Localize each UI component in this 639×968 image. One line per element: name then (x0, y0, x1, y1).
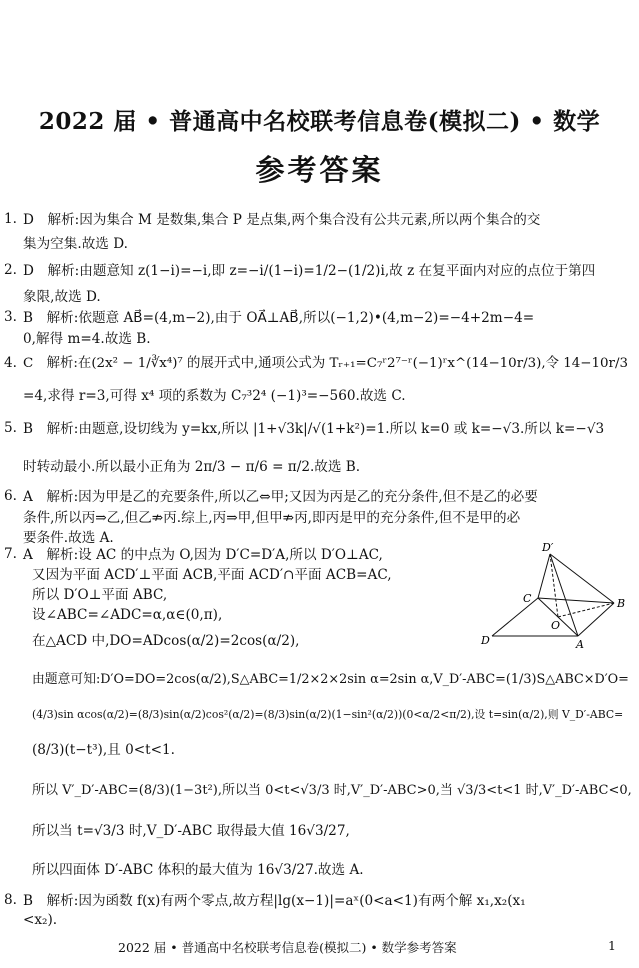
edge-dprime-b (550, 554, 614, 603)
answer-line: 时转动最小.所以最小正角为 2π/3 − π/6 = π/2.故选 B. (23, 459, 361, 475)
answer-number: 4. (4, 355, 17, 371)
answer-line: B 解析:由题意,设切线为 y=kx,所以 |1+√3k|/√(1+k²)=1.所以 k=0 或 k=−√3.所以 k=−√3 (23, 421, 605, 437)
answer-line: D 解析:因为集合 M 是数集,集合 P 是点集,两个集合没有公共元素,所以两个集合的交 (23, 212, 541, 228)
answer-number: 7. (4, 546, 17, 562)
answer-line: <x₂). (23, 912, 58, 928)
label-o: O (551, 619, 561, 632)
answer-line: =4,求得 r=3,可得 x⁴ 项的系数为 C₇³2⁴ (−1)³=−560.故选 C. (23, 388, 406, 404)
segment-ob (558, 603, 614, 617)
answer-line: 设∠ABC=∠ADC=α,α∈(0,π), (32, 607, 223, 623)
answer-line: 所以 D′O⊥平面 ABC, (32, 587, 168, 603)
answer-line: (8/3)(t−t³),且 0<t<1. (32, 742, 175, 758)
answer-number: 2. (4, 262, 17, 278)
answer-number: 3. (4, 309, 17, 325)
answer-line: 0,解得 m=4.故选 B. (23, 331, 151, 347)
edge-ab (578, 603, 614, 636)
label-dprime: D′ (542, 541, 554, 554)
edge-dprime-c (538, 554, 550, 598)
answer-line: B 解析:因为函数 f(x)有两个零点,故方程|lg(x−1)|=aˣ(0<a<1)有两个解 x₁,x₂(x₁ (23, 893, 526, 909)
answer-number: 5. (4, 420, 17, 436)
answer-line: 所以当 t=√3/3 时,V_D′-ABC 取得最大值 16√3/27, (32, 823, 350, 839)
document-title: 2022 届 • 普通高中名校联考信息卷(模拟二) • 数学 (38, 108, 601, 135)
label-b: B (617, 597, 626, 610)
page-number: 1 (608, 938, 616, 953)
answer-line: 要条件.故选 A. (23, 530, 114, 546)
answer-line: A 解析:设 AC 的中点为 O,因为 D′C=D′A,所以 D′O⊥AC, (23, 547, 383, 563)
answer-line: 由题意可知:D′O=DO=2cos(α/2),S△ABC=1/2×2×2sin α=2sin α,V_D′-ABC=(1/3)S△ABC×D′O= (32, 672, 629, 687)
answer-line: 条件,所以丙⇒乙,但乙⇏丙.综上,丙⇒甲,但甲⇏丙,即丙是甲的充分条件,但不是甲的必 (23, 510, 521, 526)
answer-number: 6. (4, 488, 17, 504)
answer-line: D 解析:由题意知 z(1−i)=−i,即 z=−i/(1−i)=1/2−(1/2)i,故 z 在复平面内对应的点位于第四 (23, 263, 596, 279)
answer-number: 1. (4, 211, 17, 227)
footer-text: 2022 届 • 普通高中名校联考信息卷(模拟二) • 数学参考答案 (118, 940, 457, 955)
edge-cb (538, 598, 614, 603)
answer-line: 所以四面体 D′-ABC 体积的最大值为 16√3/27.故选 A. (32, 862, 364, 878)
answer-number: 8. (4, 892, 17, 908)
label-c: C (523, 592, 532, 605)
tetrahedron-figure (478, 540, 628, 650)
answer-line: 集为空集.故选 D. (23, 236, 128, 252)
answer-line: 又因为平面 ACD′⊥平面 ACB,平面 ACD′∩平面 ACB=AC, (32, 567, 392, 583)
label-d: D (481, 634, 490, 647)
label-a: A (576, 638, 584, 650)
answer-line: 在△ACD 中,DO=ADcos(α/2)=2cos(α/2), (32, 633, 300, 649)
answer-line: A 解析:因为甲是乙的充要条件,所以乙⇔甲;又因为丙是乙的充分条件,但不是乙的必要 (23, 489, 538, 505)
document-subtitle: 参考答案 (255, 153, 384, 187)
answer-line: C 解析:在(2x² − 1/∛x⁴)⁷ 的展开式中,通项公式为 Tᵣ₊₁=C₇ʳ2⁷⁻ʳ(−1)ʳx^(14−10r/3),令 14−10r/3 (23, 356, 628, 371)
answer-line: 象限,故选 D. (23, 289, 101, 305)
answer-line: (4/3)sin αcos(α/2)=(8/3)sin(α/2)cos²(α/2)=(8/3)sin(α/2)(1−sin²(α/2))(0<α/2<π/2),设 t=sin(α/2),则 V_D′-ABC= (32, 708, 624, 721)
answer-line: B 解析:依题意 AB⃗=(4,m−2),由于 OA⃗⊥AB⃗,所以(−1,2)•(4,m−2)=−4+2m−4= (23, 310, 535, 326)
answer-line: 所以 V′_D′-ABC=(8/3)(1−3t²),所以当 0<t<√3/3 时,V′_D′-ABC>0,当 √3/3<t<1 时,V′_D′-ABC<0, (32, 783, 632, 798)
altitude-dprime-o (550, 554, 558, 617)
